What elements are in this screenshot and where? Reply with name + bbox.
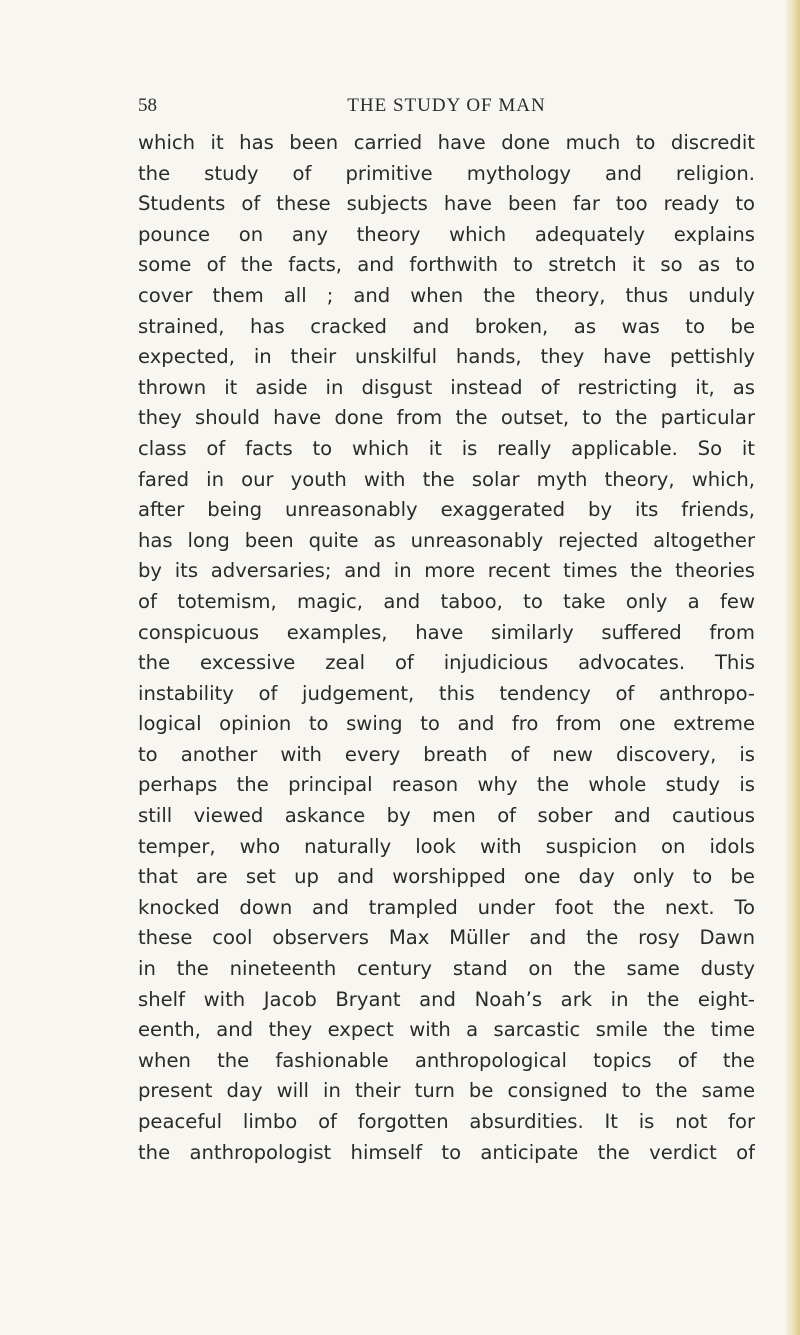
text-line: in the nineteenth century stand on the same dusty	[138, 957, 755, 981]
running-title: THE STUDY OF MAN	[347, 95, 546, 116]
page-number: 58	[138, 95, 157, 116]
text-line: temper, who naturally look with suspicion on idols	[138, 834, 755, 858]
page-header	[138, 88, 755, 124]
text-line: conspicuous examples, have similarly suffered from	[138, 620, 755, 644]
text-line: pounce on any theory which adequately explains	[138, 222, 755, 246]
text-line: the study of primitive mythology and religion.	[138, 161, 755, 185]
text-line: when the fashionable anthropological topics of the	[138, 1048, 755, 1072]
text-line: still viewed askance by men of sober and cautious	[138, 804, 755, 828]
text-line: logical opinion to swing to and fro from one extreme	[138, 712, 755, 736]
text-line: the anthropologist himself to anticipate the verdict of	[138, 1140, 755, 1164]
text-line: expected, in their unskilful hands, they have pettishly	[138, 345, 755, 369]
text-line: by its adversaries; and in more recent times the theories	[138, 559, 755, 583]
text-line: which it has been carried have done much to discredit	[138, 131, 755, 154]
body-text	[138, 128, 755, 1168]
text-line: shelf with Jacob Bryant and Noah’s ark in the eight-	[138, 987, 755, 1011]
text-line: after being unreasonably exaggerated by its friends,	[138, 498, 755, 522]
text-line: strained, has cracked and broken, as was to be	[138, 314, 755, 338]
text-line: fared in our youth with the solar myth theory, which,	[138, 467, 755, 491]
text-line: Students of these subjects have been far too ready to	[138, 192, 755, 216]
text-line: of totemism, magic, and taboo, to take only a few	[138, 589, 755, 613]
text-line: peaceful limbo of forgotten absurdities. It is not for	[138, 1110, 755, 1133]
text-line: the excessive zeal of injudicious advocates. This	[138, 651, 755, 675]
text-line: eenth, and they expect with a sarcastic smile the time	[138, 1018, 755, 1042]
text-line: cover them all ; and when the theory, thus unduly	[138, 283, 755, 307]
text-line: has long been quite as unreasonably rejected altogether	[138, 528, 755, 552]
text-line: these cool observers Max Müller and the rosy Dawn	[138, 926, 755, 950]
text-line: to another with every breath of new discovery, is	[138, 742, 755, 766]
page-edge-shadow	[786, 0, 800, 1335]
text-line: that are set up and worshipped one day only to be	[138, 865, 755, 889]
text-line: class of facts to which it is really applicable. So it	[138, 436, 755, 460]
text-line: perhaps the principal reason why the whole study is	[138, 773, 755, 797]
text-line: instability of judgement, this tendency of anthropo-	[138, 681, 755, 705]
text-line: knocked down and trampled under foot the next. To	[138, 895, 755, 919]
text-line: some of the facts, and forthwith to stretch it so as to	[138, 253, 755, 277]
text-line: they should have done from the outset, to the particular	[138, 406, 755, 430]
text-line: thrown it aside in disgust instead of restricting it, as	[138, 375, 755, 399]
text-line: present day will in their turn be consigned to the same	[138, 1079, 755, 1103]
